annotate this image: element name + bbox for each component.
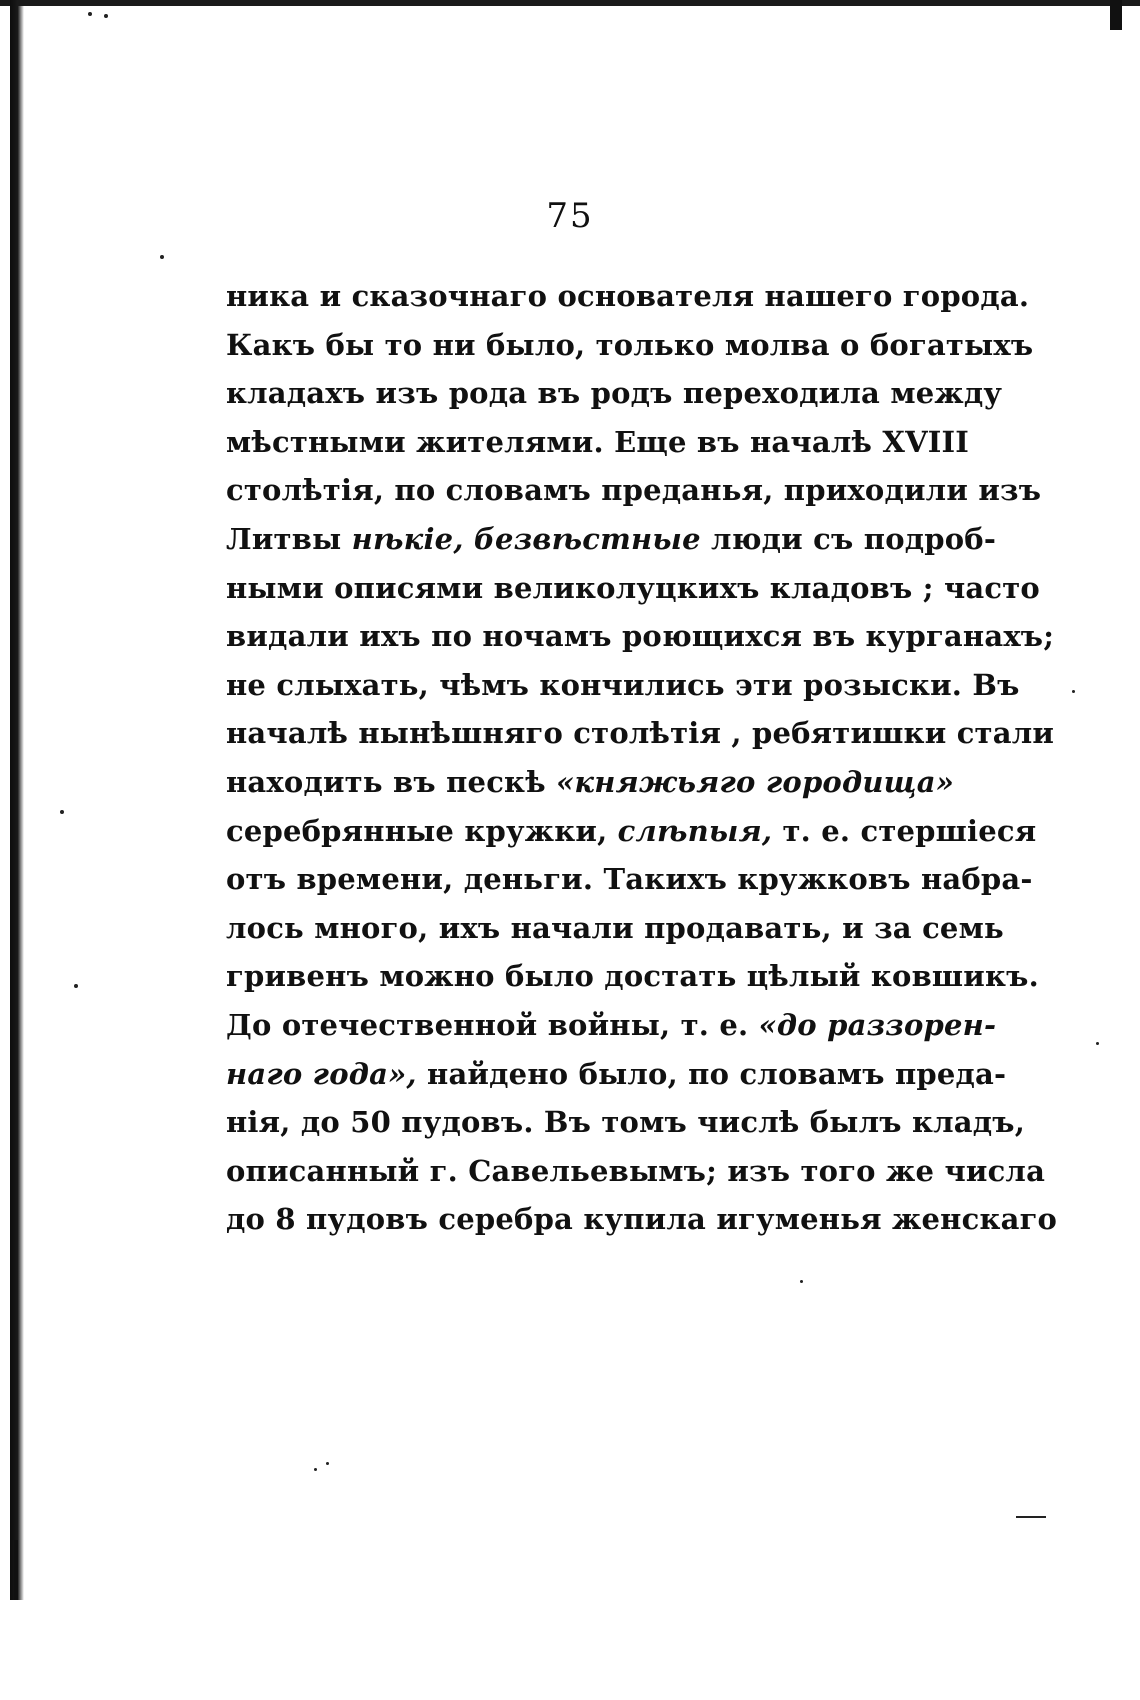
text-line (226, 272, 1030, 321)
text-line (226, 369, 1003, 418)
text-segment: находить въ пескѣ (226, 764, 557, 799)
text-line (226, 709, 1055, 758)
scan-speck (800, 1280, 803, 1283)
text-segment: видали ихъ по ночамъ роющихся въ курганахъ; (226, 619, 1055, 654)
italic-text-segment: «княжьяго городища» (556, 764, 955, 799)
page-number: 75 (546, 196, 594, 236)
body-text (226, 272, 1058, 1244)
text-segment: нія, до 50 пудовъ. Въ томъ числѣ былъ кладъ, (226, 1105, 1026, 1140)
text-line (226, 1001, 997, 1050)
scan-left-edge (10, 0, 24, 1600)
scan-speck (314, 1468, 317, 1471)
text-line (226, 1098, 1026, 1147)
scan-speck (88, 12, 92, 16)
text-segment: не слыхать, чѣмъ кончились эти розыски. Въ (226, 667, 1020, 702)
text-line (226, 661, 1020, 710)
text-line (226, 564, 1040, 613)
text-line (226, 1195, 1058, 1244)
text-line (226, 515, 997, 564)
text-segment: т. е. стершіеся (772, 813, 1037, 848)
text-segment: Литвы (226, 521, 352, 556)
text-segment: серебрянные кружки, (226, 813, 618, 848)
text-segment: отъ времени, деньги. Такихъ кружковъ набра- (226, 862, 1033, 897)
text-line (226, 612, 1055, 661)
text-segment: кладахъ изъ рода въ родъ переходила между (226, 376, 1003, 411)
italic-text-segment: нѣкіе, безвѣстные (351, 521, 701, 556)
scan-speck (74, 984, 78, 988)
text-line (226, 466, 1042, 515)
italic-text-segment: слѣпыя, (617, 813, 773, 848)
text-line (226, 418, 970, 467)
text-segment: Какъ бы то ни было, только молва о богатыхъ (226, 327, 1034, 362)
text-line (226, 855, 1033, 904)
text-segment: ника и сказочнаго основателя нашего города. (226, 279, 1030, 313)
text-segment: столѣтія, по словамъ преданья, приходили изъ (226, 473, 1042, 508)
text-segment: мѣстными жителями. Еще въ началѣ XVIII (226, 424, 970, 459)
text-line (226, 807, 1037, 856)
text-segment: до 8 пудовъ серебра купила игуменья женскаго (226, 1202, 1058, 1237)
text-line (226, 758, 955, 807)
scan-left-edge-tail (14, 1540, 18, 1600)
scan-speck (104, 14, 108, 18)
scan-dash-mark (1016, 1516, 1046, 1518)
text-segment: гривенъ можно было достать цѣлый ковшикъ. (226, 959, 1039, 994)
text-line (226, 321, 1034, 370)
scan-speck (160, 255, 164, 259)
text-segment: лось много, ихъ начали продавать, и за семь (226, 910, 1004, 945)
text-segment: До отечественной войны, т. е. (226, 1007, 759, 1042)
italic-text-segment: «до раззорен- (758, 1007, 997, 1042)
scan-top-right-edge (1110, 0, 1122, 30)
text-segment: началѣ нынѣшняго столѣтія , ребятишки стали (226, 716, 1055, 751)
text-line (226, 1147, 1046, 1196)
text-line (226, 952, 1039, 1001)
scan-speck (326, 1462, 329, 1465)
text-segment: люди съ подроб- (700, 521, 997, 556)
text-segment: ными описями великолуцкихъ кладовъ ; часто (226, 570, 1040, 605)
italic-text-segment: наго года», (226, 1056, 417, 1091)
scan-speck (1096, 1042, 1099, 1045)
scan-top-edge (0, 0, 1140, 6)
scan-speck (60, 810, 64, 814)
text-line (226, 904, 1004, 953)
text-line (226, 1050, 1007, 1099)
scan-speck (1072, 690, 1075, 693)
text-segment: найдено было, по словамъ преда- (416, 1056, 1007, 1091)
text-segment: описанный г. Савельевымъ; изъ того же числа (226, 1153, 1046, 1188)
